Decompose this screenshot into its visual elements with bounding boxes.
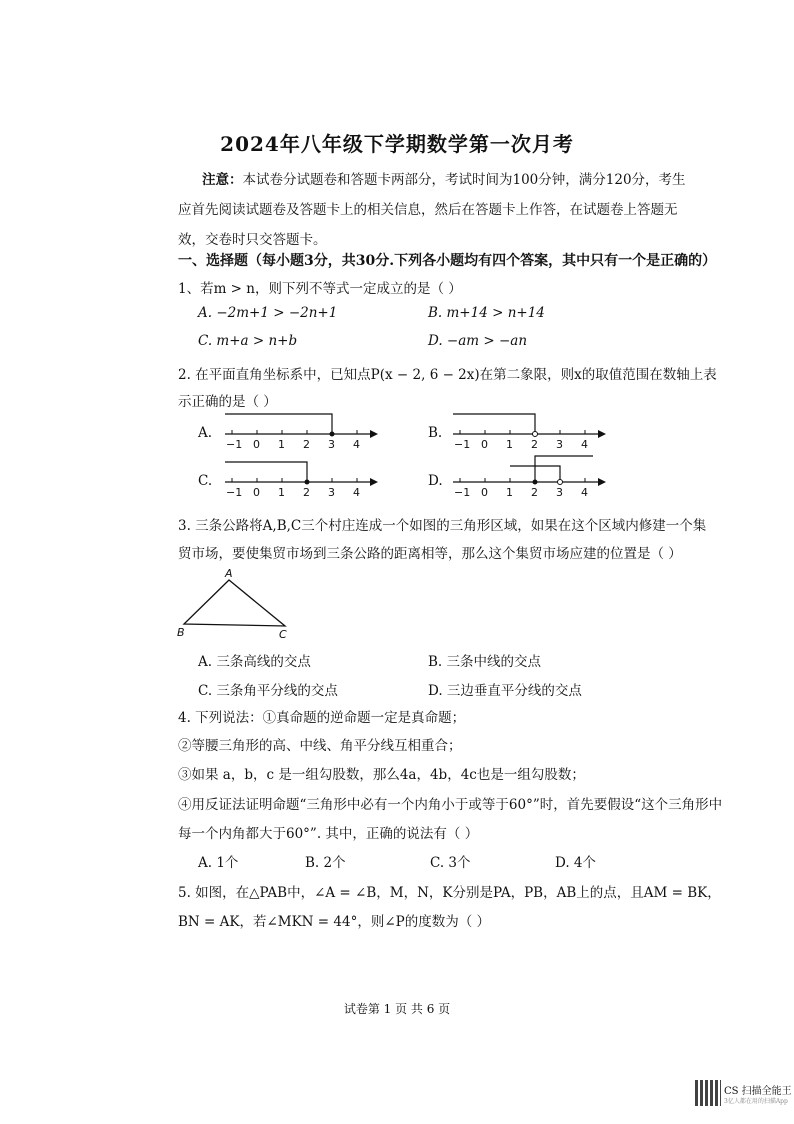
tick-label: 3 <box>556 438 563 450</box>
tick-label: 3 <box>556 486 563 498</box>
tick-label: 2 <box>303 438 310 450</box>
solution-ray <box>225 414 332 434</box>
number-line-b <box>448 408 608 450</box>
q5-line2: BN = AK，若∠MKN = 44°，则∠P的度数为（ ） <box>178 914 491 930</box>
solution-ray <box>453 414 535 434</box>
tick-label: 2 <box>531 486 538 498</box>
notice-text: 本试卷分试题卷和答题卡两部分，考试时间为100分钟，满分120分，考生应首先阅读试题卷及答题卡上的相关信息，然后在答题卡上作答，在试题卷上答题无效，交卷时只交答题卡。 <box>178 172 686 248</box>
tick-label: 4 <box>581 438 588 450</box>
q1-option-b: B. m+14 > n+14 <box>428 305 545 321</box>
scanner-tagline: 3亿人都在用的扫描App <box>724 1098 788 1105</box>
number-line-c <box>220 456 380 498</box>
solution-ray-right <box>535 456 593 482</box>
tick-label: 0 <box>253 486 260 498</box>
ticks <box>232 430 357 434</box>
open-dot <box>558 480 563 485</box>
tick-label: 0 <box>481 438 488 450</box>
tick-label: 1 <box>278 438 285 450</box>
q3-option-a: A. 三条高线的交点 <box>198 654 311 670</box>
triangle-abc <box>184 580 285 626</box>
q4-line4: ④用反证法证明命题“三角形中必有一个内角小于或等于60°”时，首先要假设“这个三角形中 <box>178 797 723 813</box>
tick-label: 3 <box>328 486 335 498</box>
number-line-d <box>448 450 608 498</box>
q2-option-d-label: D. <box>428 473 443 489</box>
q2-stem-line2: 示正确的是（ ） <box>178 394 277 410</box>
tick-label: −1 <box>226 438 243 450</box>
q1-stem: 1、若m > n，则下列不等式一定成立的是（ ） <box>178 281 462 297</box>
triangle-abc-figure <box>175 566 295 642</box>
q4-option-c: C. 3个 <box>430 855 471 871</box>
notice-label: 注意： <box>202 172 243 188</box>
q2-option-b-label: B. <box>428 425 443 441</box>
q3-option-b: B. 三条中线的交点 <box>428 654 542 670</box>
q4-line5: 每一个内角都大于60°”. 其中，正确的说法有（ ） <box>178 826 479 842</box>
tick-label: 1 <box>506 486 513 498</box>
exam-notice <box>178 165 698 255</box>
q2-option-c-label: C. <box>198 473 213 489</box>
q3-option-d: D. 三边垂直平分线的交点 <box>428 683 582 699</box>
tick-label: 1 <box>278 486 285 498</box>
tick-label: 4 <box>353 486 360 498</box>
q4-option-b: B. 2个 <box>305 855 346 871</box>
tick-label: −1 <box>226 486 243 498</box>
tick-label: 3 <box>328 438 335 450</box>
q4-line2: ②等腰三角形的高、中线、角平分线互相重合； <box>178 738 462 754</box>
q2-option-a-label: A. <box>198 425 213 441</box>
q4-option-d: D. 4个 <box>555 855 597 871</box>
tick-label: 4 <box>353 438 360 450</box>
open-dot <box>533 432 538 437</box>
tick-label: 4 <box>581 486 588 498</box>
q5-line1: 5. 如图，在△PAB中，∠A = ∠B，M，N，K分别是PA，PB，AB上的点，且AM = BK， <box>178 885 721 901</box>
tick-label: 1 <box>506 438 513 450</box>
solution-ray <box>225 462 307 482</box>
tick-label: 2 <box>531 438 538 450</box>
closed-dot <box>533 480 538 485</box>
q3-option-c: C. 三条角平分线的交点 <box>198 683 338 699</box>
q1-option-d: D. −am > −an <box>428 333 528 349</box>
q4-option-a: A. 1个 <box>198 855 239 871</box>
q2-stem-line1: 2. 在平面直角坐标系中，已知点P(x − 2, 6 − 2x)在第二象限，则x的取值范围在数轴上表 <box>178 367 717 383</box>
section-1-heading: 一、选择题（每小题3分，共30分.下列各小题均有四个答案，其中只有一个是正确的） <box>178 253 717 269</box>
vertex-c-label: C <box>279 628 287 641</box>
q3-stem-line2: 贸市场，要使集贸市场到三条公路的距离相等，那么这个集贸市场应建的位置是（ ） <box>178 546 682 562</box>
q1-option-a: A. −2m+1 > −2n+1 <box>198 305 338 321</box>
page-footer: 试卷第 1 页 共 6 页 <box>343 1002 451 1016</box>
q4-line3: ③如果 a，b，c 是一组勾股数，那么4a，4b，4c也是一组勾股数； <box>178 767 585 783</box>
scanner-logo: CS 扫描全能王 <box>724 1086 792 1097</box>
tick-label: 2 <box>303 486 310 498</box>
closed-dot <box>330 432 335 437</box>
vertex-a-label: A <box>225 567 233 580</box>
vertex-b-label: B <box>177 626 185 639</box>
closed-dot <box>305 480 310 485</box>
qr-code-icon <box>695 1080 721 1106</box>
tick-label: −1 <box>454 486 471 498</box>
page-title: 2024年八年级下学期数学第一次月考 <box>220 132 574 156</box>
q4-line1: 4. 下列说法：①真命题的逆命题一定是真命题； <box>178 710 466 726</box>
tick-label: −1 <box>454 438 471 450</box>
q1-option-c: C. m+a > n+b <box>198 333 298 349</box>
tick-label: 0 <box>253 438 260 450</box>
q3-stem-line1: 3. 三条公路将A,B,C三个村庄连成一个如图的三角形区域，如果在这个区域内修建一个集 <box>178 518 707 534</box>
number-line-a <box>220 408 380 450</box>
tick-label: 0 <box>481 486 488 498</box>
